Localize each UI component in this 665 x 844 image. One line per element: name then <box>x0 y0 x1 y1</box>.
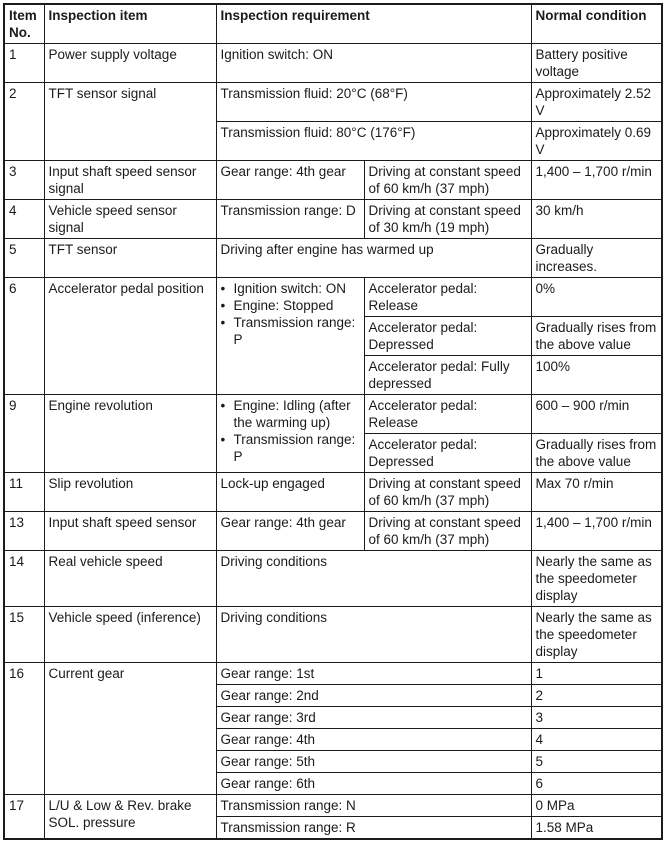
requirement-cell: Ignition switch: ON <box>216 44 531 83</box>
requirement-cell: Gear range: 4th gear <box>216 512 364 551</box>
table-row <box>4 161 662 200</box>
table-row <box>4 607 662 663</box>
requirement-cell: Gear range: 2nd <box>216 685 531 707</box>
requirement-cell: Gear range: 1st <box>216 663 531 685</box>
item-no-cell: 5 <box>4 239 44 278</box>
normal-condition-cell: Battery positive voltage <box>531 44 662 83</box>
inspection-item-cell: Accelerator pedal position <box>44 278 216 395</box>
table-row <box>4 663 662 685</box>
inspection-item-cell: TFT sensor <box>44 239 216 278</box>
item-no-cell: 4 <box>4 200 44 239</box>
requirement-cell: Transmission fluid: 80°C (176°F) <box>216 122 531 161</box>
normal-condition-cell: 1.58 MPa <box>531 817 662 840</box>
inspection-item-cell: Vehicle speed (inference) <box>44 607 216 663</box>
col-header-item-no: Item No. <box>4 4 44 44</box>
bullet-item: • Engine: Stopped <box>221 297 360 314</box>
table-row <box>4 44 662 83</box>
table-row <box>4 83 662 122</box>
normal-condition-cell: Gradually rises from the above value <box>531 434 662 473</box>
requirement-cell: Driving conditions <box>216 551 531 607</box>
normal-condition-cell: 1,400 – 1,700 r/min <box>531 161 662 200</box>
requirement-cell: Transmission range: R <box>216 817 531 840</box>
inspection-spec-table <box>3 3 663 840</box>
bullet-item: • Engine: Idling (after the warming up) <box>221 397 360 431</box>
table-row <box>4 395 662 434</box>
sub-requirement-cell: Accelerator pedal: Release <box>364 395 531 434</box>
table-row <box>4 473 662 512</box>
inspection-item-cell: L/U & Low & Rev. brake SOL. pressure <box>44 795 216 840</box>
sub-requirement-cell: Driving at constant speed of 60 km/h (37 mph) <box>364 161 531 200</box>
bullet-list-cell <box>216 395 364 473</box>
inspection-item-cell: Engine revolution <box>44 395 216 473</box>
requirement-cell: Transmission range: D <box>216 200 364 239</box>
normal-condition-cell: Approximately 2.52 V <box>531 83 662 122</box>
inspection-item-cell: TFT sensor signal <box>44 83 216 161</box>
normal-condition-cell: Nearly the same as the speedometer display <box>531 607 662 663</box>
table-row <box>4 551 662 607</box>
col-header-inspection-requirement: Inspection requirement <box>216 4 531 44</box>
item-no-cell: 3 <box>4 161 44 200</box>
table-row <box>4 239 662 278</box>
requirement-cell: Gear range: 4th <box>216 729 531 751</box>
normal-condition-cell: 0 MPa <box>531 795 662 817</box>
sub-requirement-cell: Accelerator pedal: Depressed <box>364 434 531 473</box>
item-no-cell: 16 <box>4 663 44 795</box>
sub-requirement-cell: Driving at constant speed of 60 km/h (37 mph) <box>364 512 531 551</box>
item-no-cell: 1 <box>4 44 44 83</box>
inspection-item-cell: Slip revolution <box>44 473 216 512</box>
requirement-cell: Transmission fluid: 20°C (68°F) <box>216 83 531 122</box>
table-row <box>4 795 662 817</box>
normal-condition-cell: Gradually rises from the above value <box>531 317 662 356</box>
normal-condition-cell: 600 – 900 r/min <box>531 395 662 434</box>
inspection-item-cell: Power supply voltage <box>44 44 216 83</box>
item-no-cell: 2 <box>4 83 44 161</box>
sub-requirement-cell: Accelerator pedal: Fully depressed <box>364 356 531 395</box>
bullet-item: • Ignition switch: ON <box>221 280 360 297</box>
inspection-item-cell: Input shaft speed sensor <box>44 512 216 551</box>
normal-condition-cell: Gradually increases. <box>531 239 662 278</box>
sub-requirement-cell: Driving at constant speed of 30 km/h (19 mph) <box>364 200 531 239</box>
item-no-cell: 11 <box>4 473 44 512</box>
requirement-cell: Lock-up engaged <box>216 473 364 512</box>
normal-condition-cell: 5 <box>531 751 662 773</box>
requirement-cell: Gear range: 5th <box>216 751 531 773</box>
requirement-cell: Gear range: 6th <box>216 773 531 795</box>
bullet-list-cell <box>216 278 364 395</box>
table-row <box>4 512 662 551</box>
normal-condition-cell: 0% <box>531 278 662 317</box>
normal-condition-cell: Approximately 0.69 V <box>531 122 662 161</box>
inspection-item-cell: Real vehicle speed <box>44 551 216 607</box>
col-header-inspection-item: Inspection item <box>44 4 216 44</box>
normal-condition-cell: 100% <box>531 356 662 395</box>
item-no-cell: 17 <box>4 795 44 840</box>
normal-condition-cell: 2 <box>531 685 662 707</box>
bullet-item: • Transmission range: P <box>221 431 360 465</box>
normal-condition-cell: 4 <box>531 729 662 751</box>
sub-requirement-cell: Accelerator pedal: Release <box>364 278 531 317</box>
col-header-normal-condition: Normal condition <box>531 4 662 44</box>
item-no-cell: 6 <box>4 278 44 395</box>
item-no-cell: 9 <box>4 395 44 473</box>
requirement-cell: Transmission range: N <box>216 795 531 817</box>
normal-condition-cell: 3 <box>531 707 662 729</box>
normal-condition-cell: 1,400 – 1,700 r/min <box>531 512 662 551</box>
table-row <box>4 200 662 239</box>
inspection-item-cell: Vehicle speed sensor signal <box>44 200 216 239</box>
requirement-cell: Driving conditions <box>216 607 531 663</box>
table-row <box>4 278 662 317</box>
requirement-cell: Gear range: 4th gear <box>216 161 364 200</box>
inspection-item-cell: Current gear <box>44 663 216 795</box>
sub-requirement-cell: Driving at constant speed of 60 km/h (37 mph) <box>364 473 531 512</box>
item-no-cell: 14 <box>4 551 44 607</box>
header-row <box>4 4 662 44</box>
normal-condition-cell: 6 <box>531 773 662 795</box>
item-no-cell: 13 <box>4 512 44 551</box>
normal-condition-cell: Max 70 r/min <box>531 473 662 512</box>
bullet-item: • Transmission range: P <box>221 314 360 348</box>
normal-condition-cell: 30 km/h <box>531 200 662 239</box>
requirement-cell: Driving after engine has warmed up <box>216 239 531 278</box>
normal-condition-cell: 1 <box>531 663 662 685</box>
sub-requirement-cell: Accelerator pedal: Depressed <box>364 317 531 356</box>
requirement-cell: Gear range: 3rd <box>216 707 531 729</box>
normal-condition-cell: Nearly the same as the speedometer display <box>531 551 662 607</box>
item-no-cell: 15 <box>4 607 44 663</box>
inspection-item-cell: Input shaft speed sensor signal <box>44 161 216 200</box>
